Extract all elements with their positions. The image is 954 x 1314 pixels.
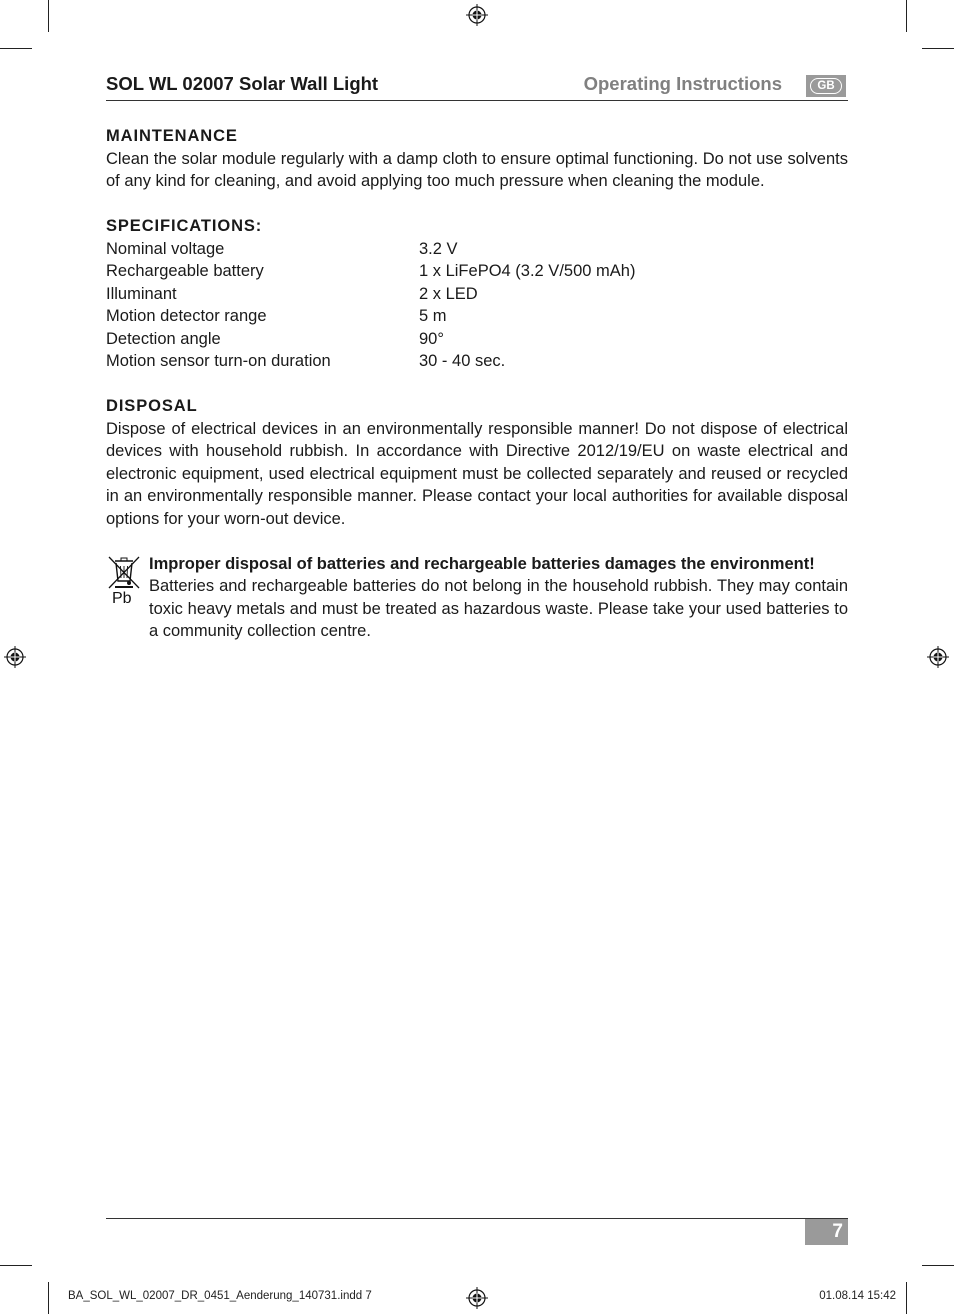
section-title: Operating Instructions	[583, 73, 782, 94]
spec-label: Motion sensor turn-on duration	[106, 352, 331, 370]
crop-mark	[906, 1282, 907, 1314]
crop-mark	[0, 1265, 32, 1266]
battery-warning-body	[149, 553, 848, 643]
pb-label: Pb	[112, 589, 132, 607]
specifications-heading: SPECIFICATIONS:	[106, 217, 263, 235]
spec-label: Illuminant	[106, 284, 177, 303]
language-badge	[806, 75, 846, 97]
header-divider	[106, 100, 848, 101]
spec-label: Motion detector range	[106, 307, 267, 325]
spec-value: 30 - 40 sec.	[419, 352, 506, 370]
spec-value: 1 x LiFePO4 (3.2 V/500 mAh)	[419, 262, 636, 280]
spec-row	[106, 328, 848, 351]
disposal-heading: DISPOSAL	[106, 397, 198, 415]
page-number: 7	[805, 1219, 848, 1245]
slug-date: 01.08.14 15:42	[819, 1290, 896, 1302]
crop-mark	[48, 0, 49, 32]
document-title: SOL WL 02007 Solar Wall Light	[106, 73, 379, 94]
battery-warning-text: Batteries and rechargeable batteries do not belong in the household rubbish. They may contain toxic heavy metals and must be treated as hazardous waste. Please take your used batteries to a community collection centre.	[149, 577, 848, 640]
page-content	[106, 125, 848, 643]
language-badge-label: GB	[810, 78, 841, 94]
registration-mark-icon	[927, 646, 949, 668]
maintenance-heading: MAINTENANCE	[106, 127, 238, 145]
footer-divider	[106, 1218, 848, 1219]
crop-mark	[906, 0, 907, 32]
spec-value: 5 m	[419, 307, 447, 325]
spec-label: Nominal voltage	[106, 239, 225, 258]
registration-mark-icon	[466, 1287, 488, 1309]
spec-value: 2 x LED	[419, 284, 478, 303]
registration-mark-icon	[4, 646, 26, 668]
specifications-table	[106, 238, 848, 373]
spec-row	[106, 283, 848, 306]
spec-value: 90°	[419, 329, 444, 348]
battery-warning	[106, 553, 848, 643]
spec-row	[106, 350, 848, 373]
spec-label: Rechargeable battery	[106, 262, 264, 280]
registration-mark-icon	[466, 4, 488, 26]
spec-value: 3.2 V	[419, 239, 458, 258]
battery-warning-title: Improper disposal of batteries and rechargeable batteries damages the environment!	[149, 554, 815, 573]
maintenance-text: Clean the solar module regularly with a damp cloth to ensure optimal functioning. Do not use solvents of any kind for cleaning, and avoid applying too much pressure when cleaning the module.	[106, 149, 848, 190]
crop-mark	[922, 1265, 954, 1266]
crop-mark	[922, 48, 954, 49]
spec-row	[106, 305, 848, 328]
crop-mark	[48, 1282, 49, 1314]
spec-row	[106, 260, 848, 283]
spec-row	[106, 238, 848, 261]
disposal-text: Dispose of electrical devices in an environmentally responsible manner! Do not dispose of electrical devices with household rubbish. In accordance with Directive 2012/19/EU on waste electrical and electronic equipment, used electrical equipment must be collected separately and reused or recycled in an environmentally responsible manner. Please contact your local authorities for available disposal options for your worn-out device.	[106, 419, 848, 528]
crossed-out-bin-pb-icon	[106, 553, 149, 643]
slug-filename: BA_SOL_WL_02007_DR_0451_Aenderung_140731.indd 7	[68, 1290, 372, 1302]
spec-label: Detection angle	[106, 329, 221, 348]
crop-mark	[0, 48, 32, 49]
